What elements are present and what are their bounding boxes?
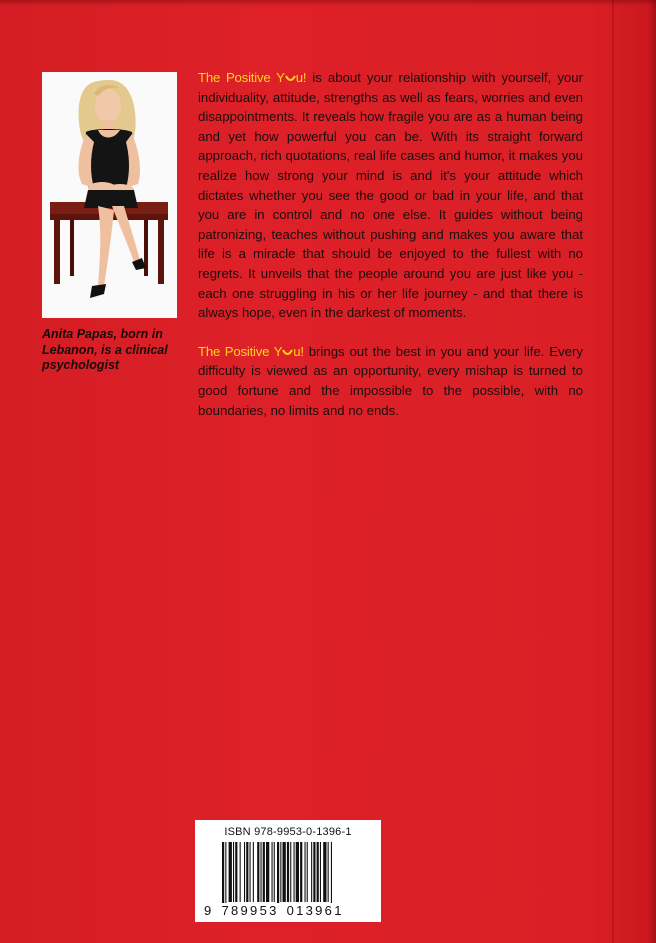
barcode-bar [317,842,319,902]
barcode-bar [244,842,245,902]
barcode-bar [225,842,226,912]
brand-title [198,70,306,85]
barcode-bar [331,842,332,912]
barcode-bar [328,842,329,902]
barcode-bar [250,842,251,902]
barcode-bar [320,842,321,902]
barcode-bar [300,842,302,902]
cover-top-edge [0,0,656,6]
barcode-bar [294,842,295,902]
author-photo-illustration [42,72,177,318]
barcode-bar [274,842,275,902]
smile-icon [282,347,293,357]
barcode-bar [323,842,326,902]
book-blurb [198,68,583,420]
barcode-bar [235,842,237,902]
barcode-bar [290,842,291,902]
barcode-bar [296,842,299,902]
barcode-group-1: 789953 [221,903,279,918]
author-caption: Anita Papas, born in Lebanon, is a clinical psychologist [42,327,168,372]
blurb-text-2: brings out the best in you and your life. Every difficulty is viewed as an opportunity, every mishap is turned to good fortune and the impossible to the possible, with no boundaries, no limits and no ends. [198,343,583,418]
barcode-first-digit: 9 [204,903,214,918]
barcode-bar [240,842,241,902]
barcode-bar [307,842,308,902]
blurb-paragraph-1 [198,68,583,323]
barcode-bar [280,842,281,902]
barcode-bar [253,842,254,902]
barcode-bar [287,842,289,902]
barcode-bar [257,842,259,902]
barcode-bar [263,842,265,902]
smile-icon [285,73,296,83]
isbn-barcode [195,820,381,922]
isbn-label: ISBN 978-9953-0-1396-1 [224,826,352,838]
barcode-bar [272,842,273,902]
brand-prefix: The Positive Y [198,343,283,359]
brand-prefix: The Positive Y [198,70,285,85]
spine-crease [612,0,614,943]
barcode-bar [311,842,312,902]
barcode-bar [222,842,224,912]
brand-suffix: u! [295,70,307,85]
barcode-bar [246,842,248,902]
barcode-bars [222,842,367,912]
barcode-group-2: 013961 [286,903,344,918]
barcode-bar [233,842,234,902]
barcode-bar [313,842,315,902]
barcode-digits [203,903,378,918]
barcode-bar [261,842,262,902]
blurb-paragraph-2 [198,342,583,420]
barcode-bar [277,842,279,912]
blurb-text-1: is about your relationship with yourself, your individuality, attitude, strengths as well as fears, worries and even disappointments. It reveals how fragile you are as a human being and yet how powerful you can be. With its straight forward approach, rich quotations, real life cases and humor, it makes you realize how strong your mind is and it's your attitude which dictates whether you see the good or bad in your life, and that you are in control and no one else. It guides without being patronizing, teaches without pushing and makes you aware that life is a miracle that should be enjoyed to the fullest with no regrets. It unveils that the people around you are just like you - each one struggling in his or her life journey - and that there is always hope, even in the darkest of moments. [198,70,583,321]
brand-title [198,344,304,359]
author-photo [42,72,177,318]
barcode-bar [283,842,286,902]
barcode-bar [266,842,269,902]
spine-shadow [648,0,656,943]
barcode-bar [229,842,232,902]
barcode-bar [305,842,306,902]
brand-suffix: u! [293,343,304,359]
